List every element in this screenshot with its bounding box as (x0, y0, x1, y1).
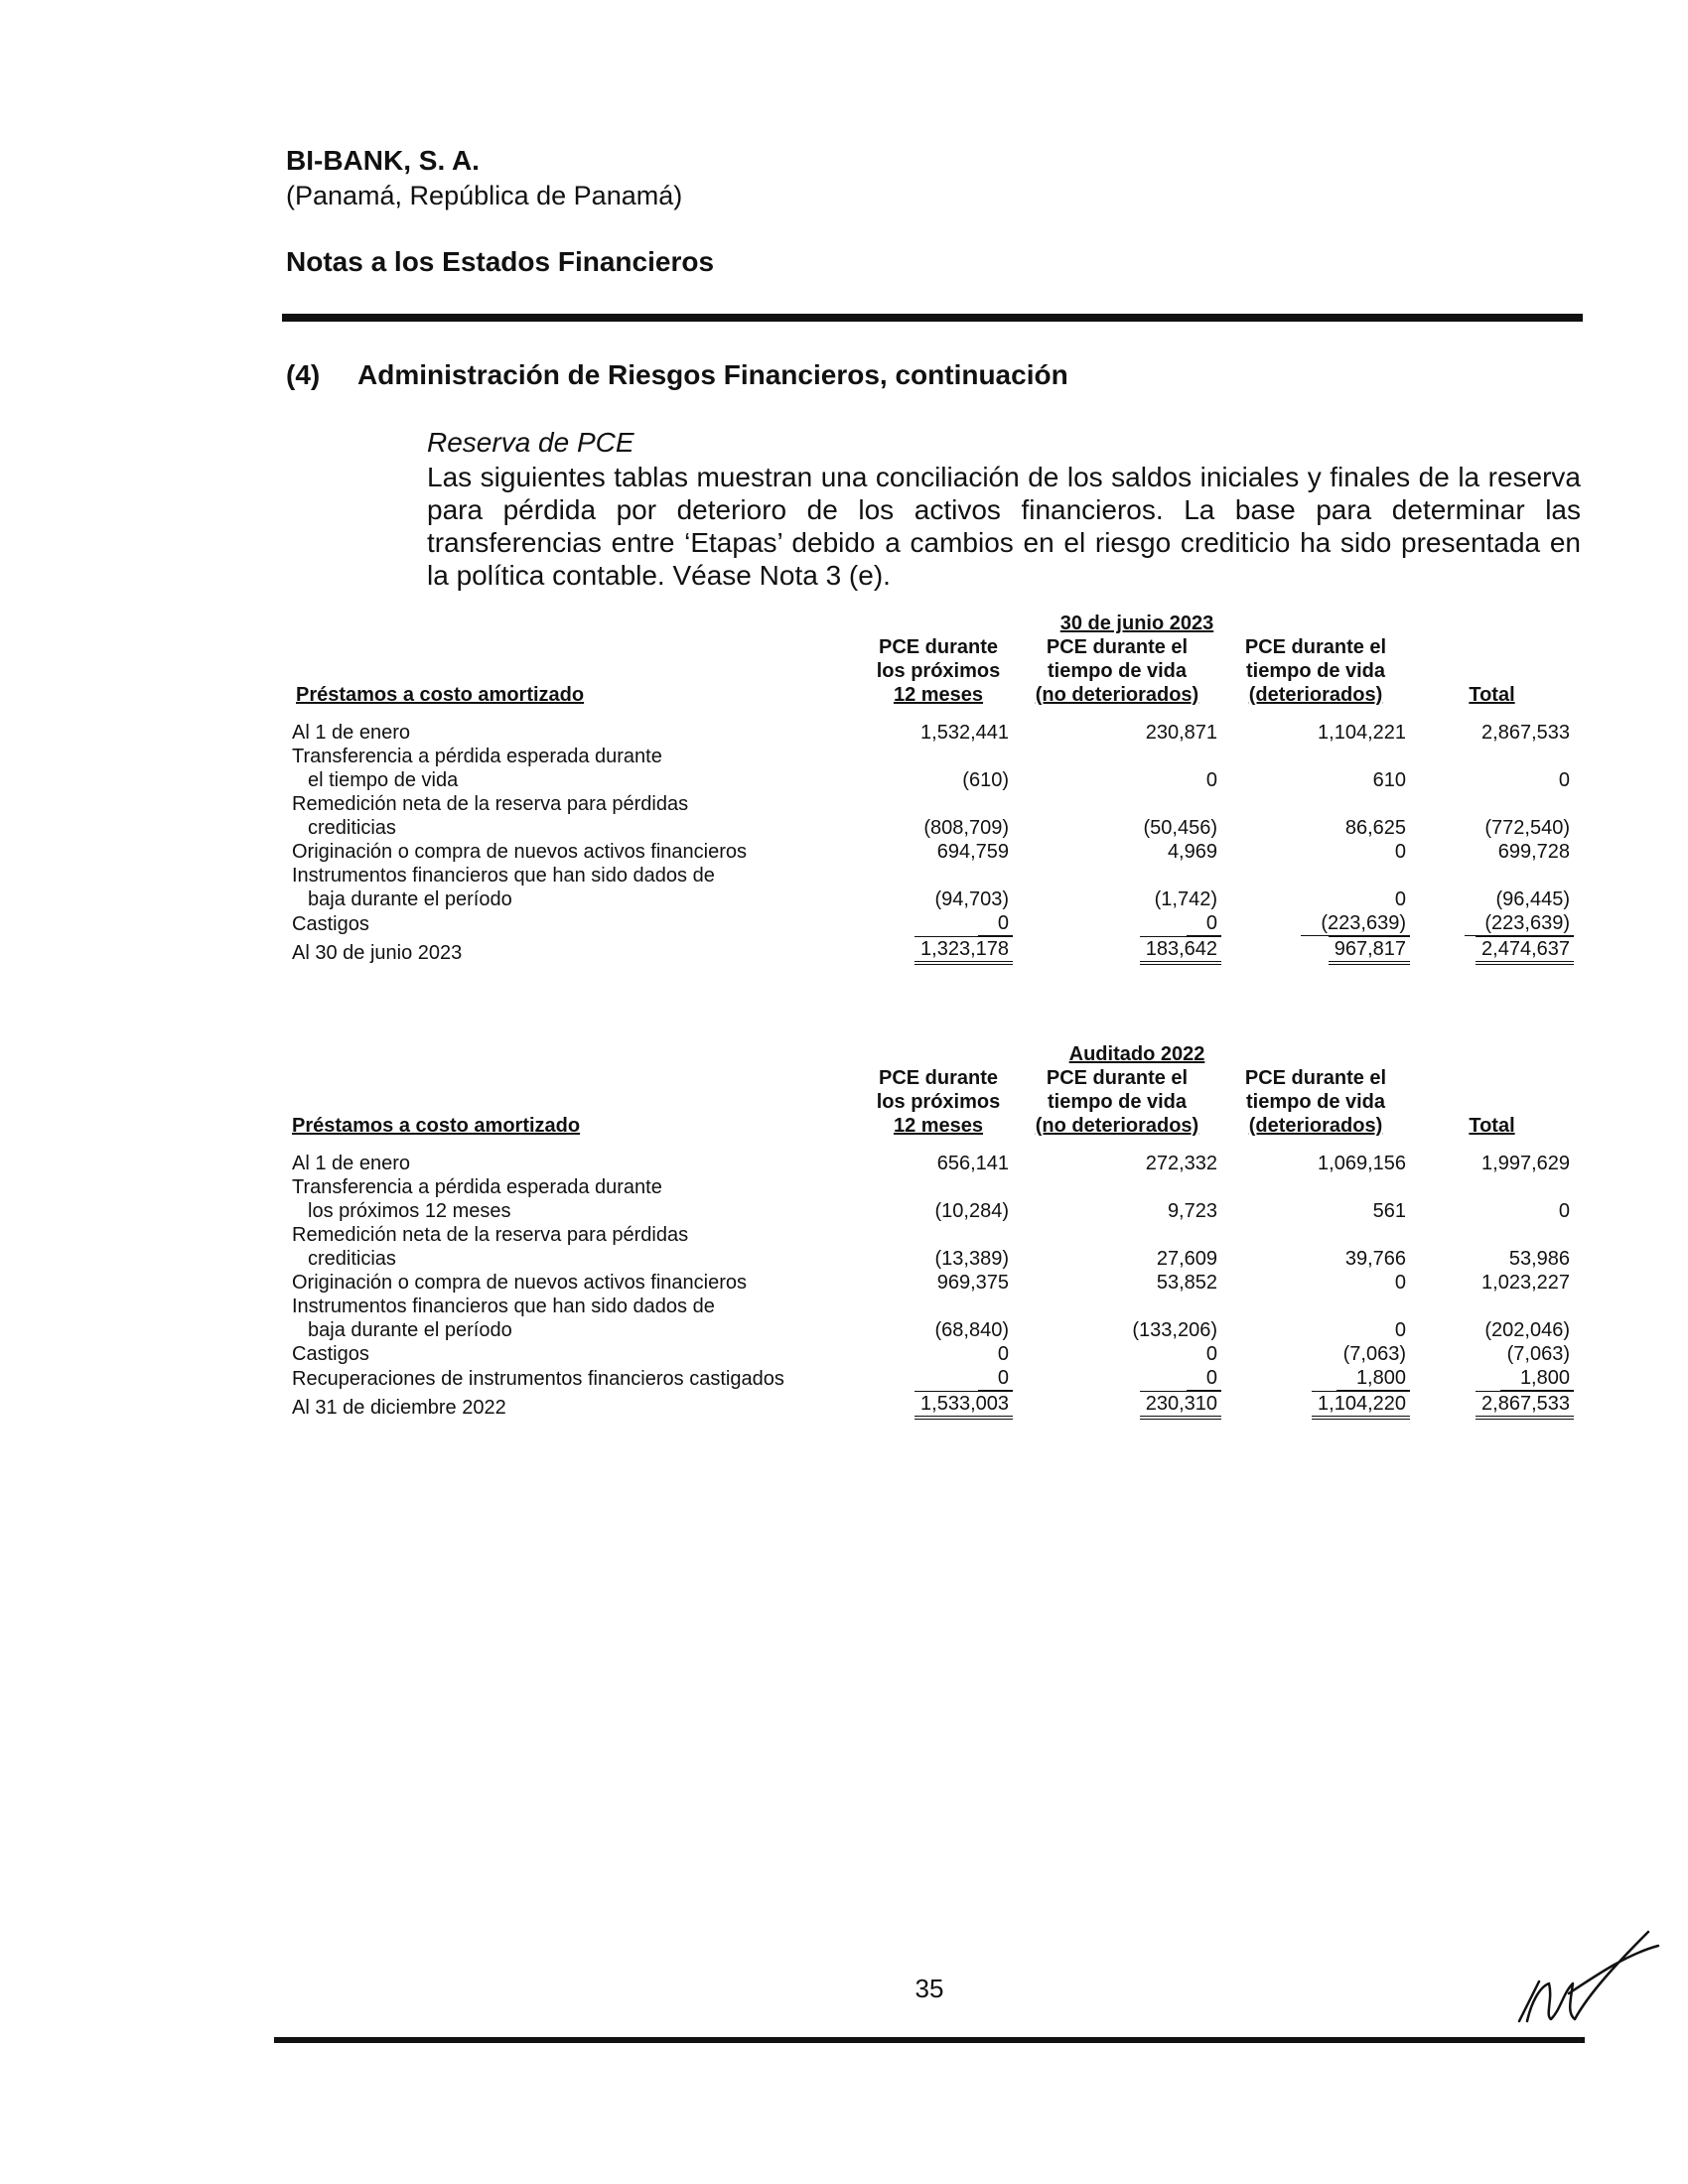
table-label-header: Préstamos a costo amortizado (296, 684, 585, 706)
table-row: Remedición neta de la reserva para pérdidas (292, 1224, 689, 1246)
table-row: Al 1 de enero 656,141 272,332 1,069,156 1,997,629 (292, 1153, 1570, 1174)
column-header: PCE durante los próximos 12 meses (876, 636, 1001, 706)
company-name: BI-BANK, S. A. (286, 145, 480, 176)
company-location: (Panamá, República de Panamá) (286, 181, 683, 210)
table-row: crediticias (13,389) 27,609 39,766 53,986 (308, 1248, 1570, 1270)
footer-divider (274, 2037, 1585, 2043)
header-divider (282, 314, 1583, 322)
table-row: Transferencia a pérdida esperada durante (292, 1176, 662, 1198)
table-total-row: Al 31 de diciembre 2022 1,533,003 230,310 1,104,220 2,867,533 (292, 1391, 1574, 1420)
column-header: PCE durante el tiempo de vida (no deteriorados) (1035, 636, 1199, 706)
table-total-row: Al 30 de junio 2023 1,323,178 183,642 967,817 2,474,637 (292, 936, 1574, 965)
column-header: Total (1469, 684, 1515, 706)
column-header: PCE durante el tiempo de vida (deteriorados) (1244, 636, 1387, 706)
table-row: Originación o compra de nuevos activos financieros 694,759 4,969 0 699,728 (292, 841, 1570, 863)
table-row: Castigos 0 0 (7,063) (7,063) (292, 1343, 1570, 1365)
table-row: Transferencia a pérdida esperada durante (292, 746, 662, 767)
notes-title: Notas a los Estados Financieros (286, 246, 715, 277)
section-number: (4) (286, 359, 321, 390)
column-header: Total (1469, 1115, 1515, 1137)
table-row: los próximos 12 meses (10,284) 9,723 561 0 (308, 1200, 1570, 1222)
table-row: baja durante el período (68,840) (133,206) 0 (202,046) (308, 1319, 1570, 1341)
section-subtitle: Reserva de PCE (427, 427, 634, 458)
section-heading (286, 359, 1068, 391)
table-row: Instrumentos financieros que han sido dados de (292, 1296, 715, 1317)
column-header: PCE durante los próximos 12 meses (876, 1067, 1001, 1137)
table-row: Remedición neta de la reserva para pérdidas (292, 793, 689, 815)
table-row: Instrumentos financieros que han sido dados de (292, 865, 715, 887)
page-number: 35 (914, 1974, 944, 2003)
section-title: Administración de Riesgos Financieros, continuación (357, 359, 1068, 390)
column-header: PCE durante el tiempo de vida (no deteriorados) (1035, 1067, 1199, 1137)
period-header: 30 de junio 2023 (1059, 613, 1214, 634)
table-row: baja durante el período (94,703) (1,742) 0 (96,445) (308, 888, 1570, 910)
table-row: Originación o compra de nuevos activos financieros 969,375 53,852 0 1,023,227 (292, 1272, 1570, 1294)
table-row: el tiempo de vida (610) 0 610 0 (308, 769, 1570, 791)
reserve-table-2022 (292, 1042, 1574, 1420)
table-row: Recuperaciones de instrumentos financieros castigados 0 0 1,800 1,800 (292, 1366, 1574, 1391)
intro-paragraph: Las siguientes tablas muestran una conciliación de los saldos iniciales y finales de la reserva para pérdida por deterioro de los activos financieros. La base para determinar las transferencias entre ‘Etapas’ debido a cambios en el riesgo crediticio ha sido presentada en la política contable. Véase Nota 3 (e). (427, 462, 1581, 591)
table-row: Al 1 de enero 1,532,441 230,871 1,104,221 2,867,533 (292, 722, 1570, 744)
table-row: Castigos 0 0 (223,639) (223,639) (292, 911, 1574, 936)
column-header: PCE durante el tiempo de vida (deteriorados) (1244, 1067, 1387, 1137)
period-header: Auditado 2022 (1068, 1043, 1205, 1065)
signature-icon (1509, 1924, 1668, 2033)
reserve-table-2023 (292, 612, 1574, 965)
table-label-header: Préstamos a costo amortizado (292, 1115, 581, 1137)
table-row: crediticias (808,709) (50,456) 86,625 (772,540) (308, 817, 1570, 839)
